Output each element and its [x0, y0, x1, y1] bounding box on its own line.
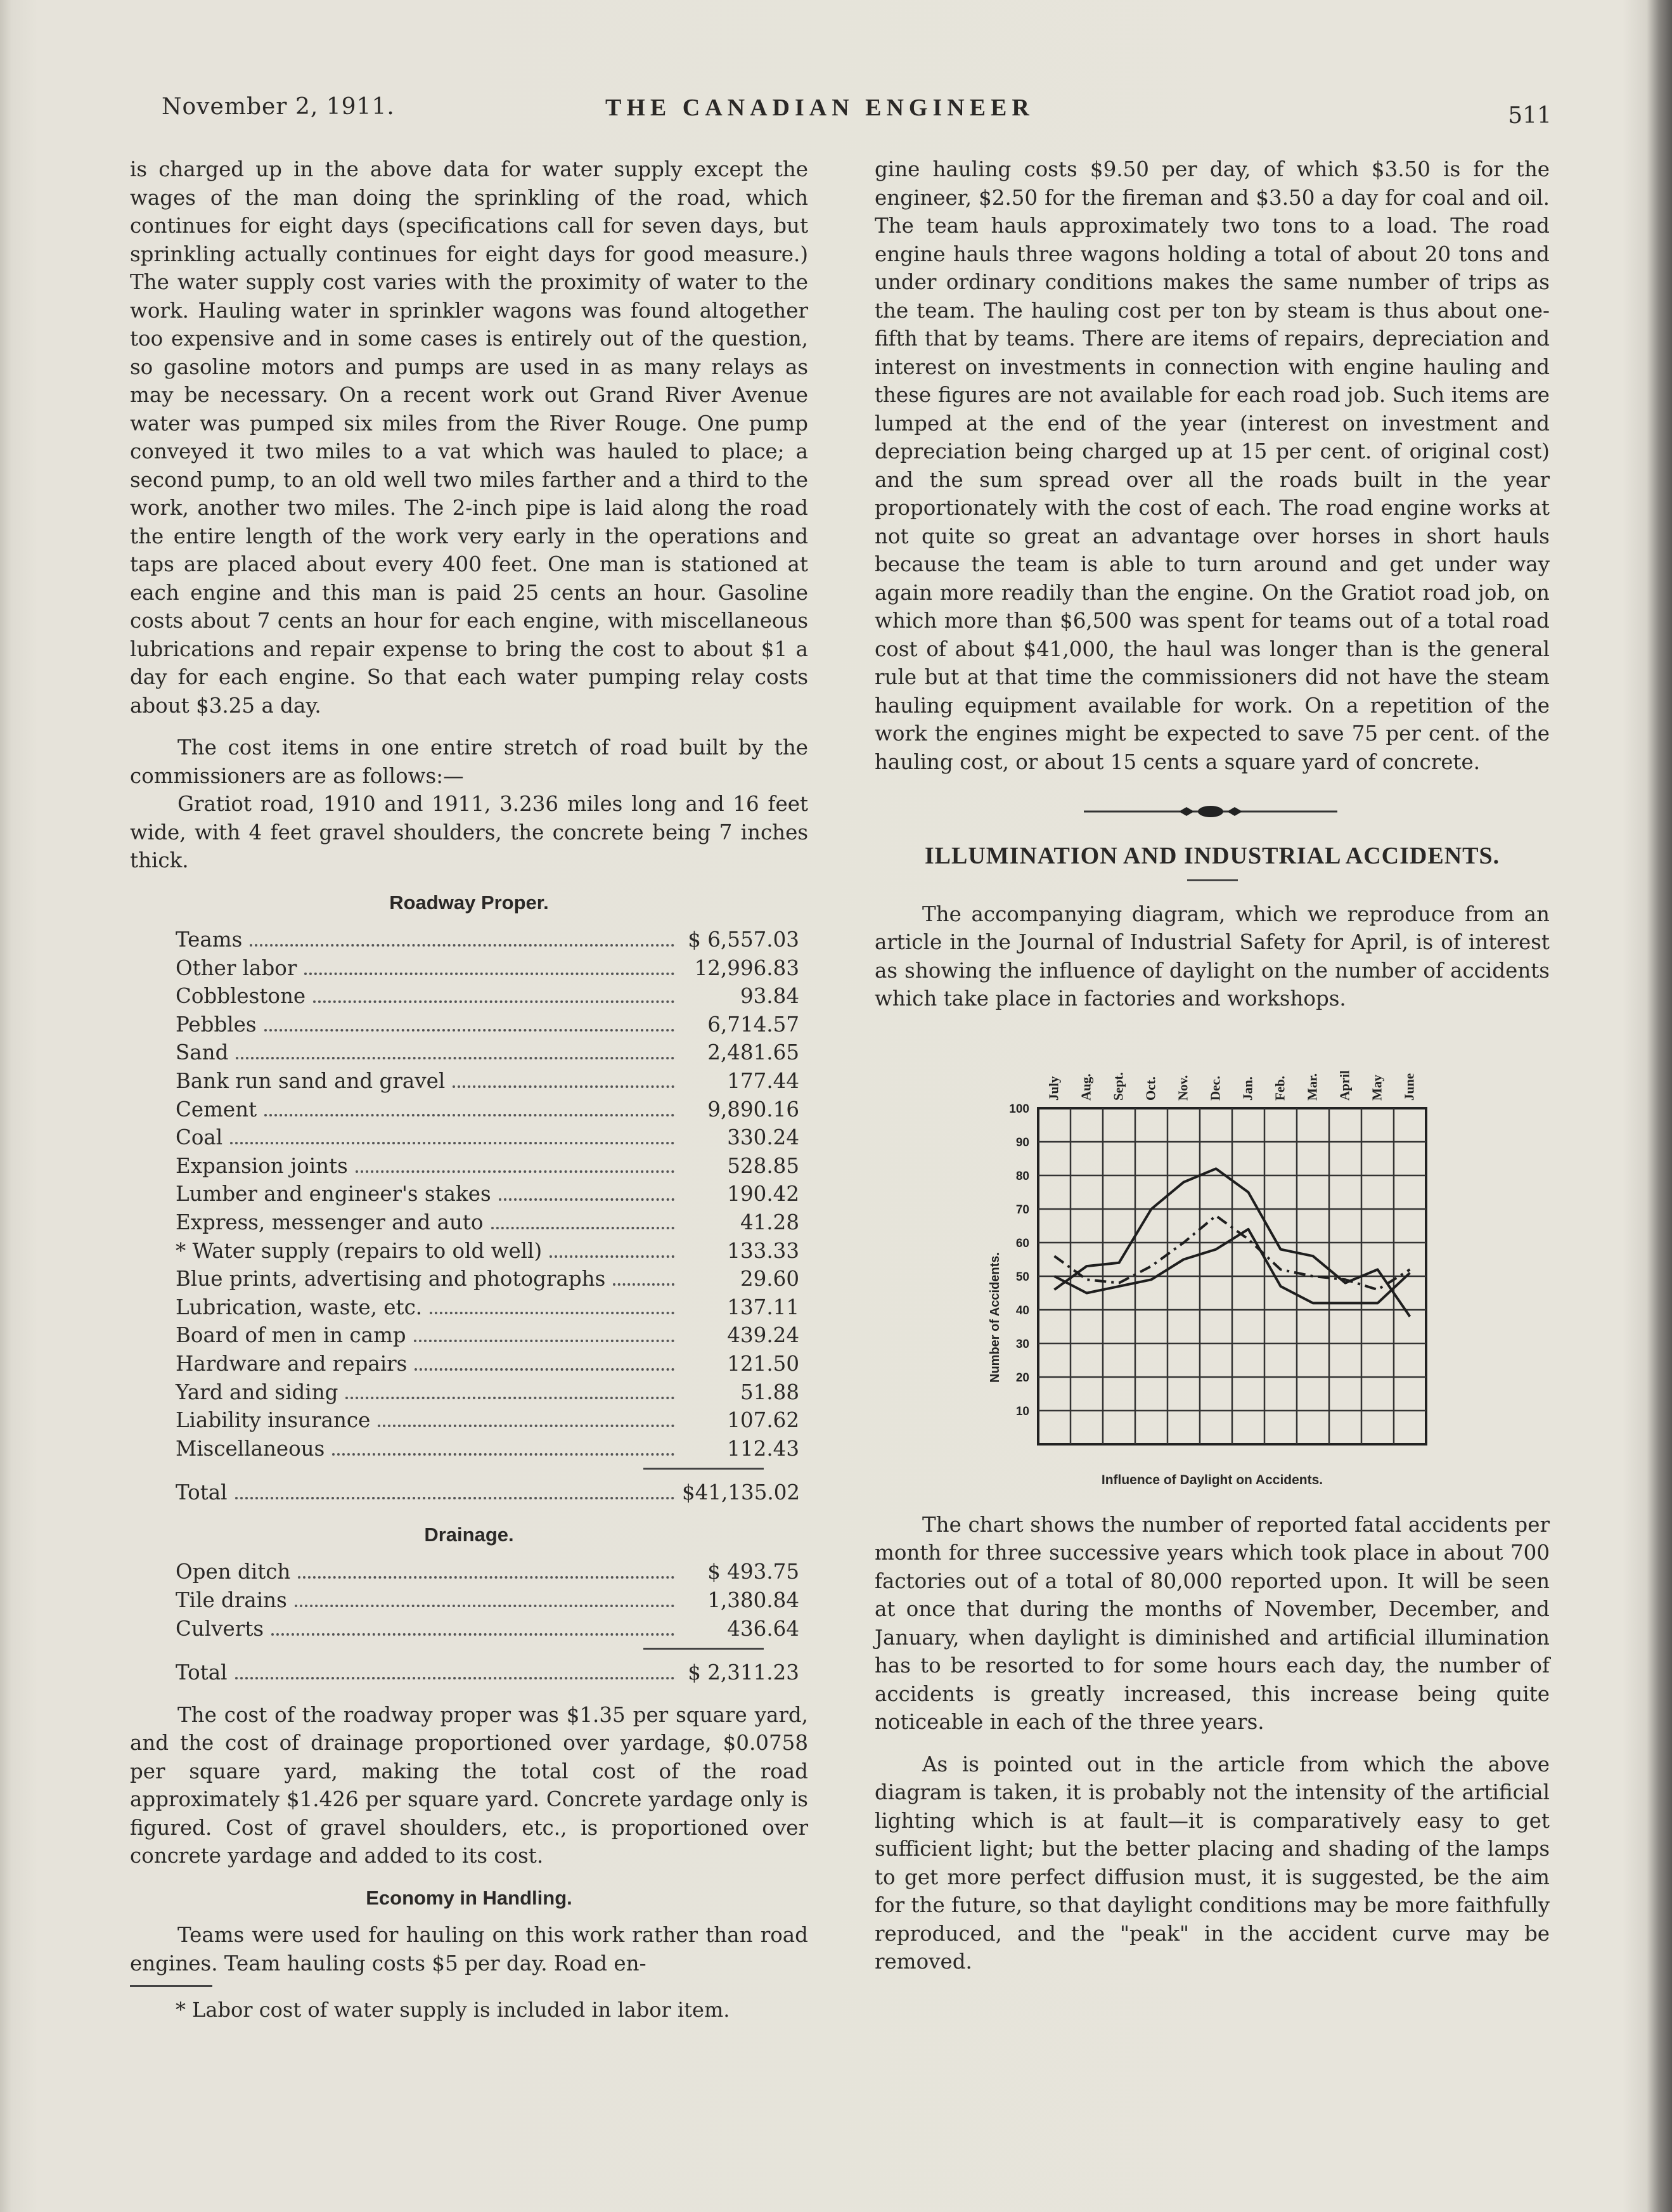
table-row	[130, 1293, 808, 1322]
paragraph: The accompanying diagram, which we reproduce from an article in the Journal of Industrial Safety for April, is of interest as showing the influence of daylight on the number of accidents which take place in factories and workshops.	[875, 902, 1550, 1011]
y-tick-label: 60	[1015, 1236, 1029, 1250]
y-tick-label: 10	[1015, 1404, 1029, 1418]
cost-item-label: Tile drains	[176, 1588, 287, 1612]
y-tick-label: 80	[1015, 1169, 1029, 1183]
cost-item-amount: 528.85	[727, 1153, 799, 1178]
table-row	[130, 1011, 808, 1039]
y-tick-label: 20	[1015, 1371, 1029, 1385]
section-heading-roadway: Roadway Proper.	[389, 891, 549, 914]
y-tick-label: 90	[1015, 1135, 1029, 1149]
section-heading-economy: Economy in Handling.	[366, 1886, 572, 1909]
table-row	[130, 1123, 808, 1152]
table-row	[130, 1586, 808, 1615]
leader-dots	[430, 1312, 674, 1314]
cost-item-amount: 330.24	[727, 1125, 799, 1150]
roadway-cost-table	[130, 926, 808, 1463]
x-tick-label: Feb.	[1272, 1075, 1288, 1101]
table-row	[130, 1406, 808, 1435]
sum-rule	[643, 1648, 764, 1650]
cost-item-label: Teams	[176, 928, 243, 952]
x-tick-label: April	[1337, 1070, 1353, 1101]
cost-item-amount: 439.24	[727, 1323, 799, 1348]
section-heading-drainage: Drainage.	[424, 1523, 514, 1546]
leader-dots	[264, 1029, 674, 1032]
leader-dots	[304, 973, 674, 975]
total-amount: $ 2,311.23	[688, 1660, 799, 1685]
cost-item-label: Sand	[176, 1040, 229, 1065]
table-row	[130, 1378, 808, 1407]
leader-dots	[356, 1170, 674, 1173]
cost-item-amount: 436.64	[727, 1616, 799, 1641]
table-row	[130, 1321, 808, 1350]
leader-dots	[230, 1142, 674, 1144]
paragraph: gine hauling costs $9.50 per day, of which $3.50 is for the engineer, $2.50 for the fireman and $3.50 a day for coal and oil. The team hauls approximately two tons to a load. The road engine hauls three wagons holding a total of about 20 tons and under ordinary conditions makes the same number of trips as the team. The hauling cost per ton by steam is thus about one-fifth that by teams. There are items of repairs, depreciation and interest on investments in connection with engine hauling and these figures are not available for each road job. Such items are lumped at the end of the year (interest on investment and depreciation being charged up at 15 per cent. of original cost) and the sum spread over all the roads built in the year proportionately with the cost of each. The road engine works at not quite so great an advantage over horses in short hauls because the team is able to turn around and get under way again more readily than the engine. On the Gratiot road job, on which more than $6,500 was spent for teams out of a total road cost of about $41,000, the haul was longer than is the general rule but at that time the commissioners did not have the steam hauling equipment available for work. On a repetition of the work the engines might be expected to save 75 per cent. of the hauling cost, or about 15 cents a square yard of concrete.	[875, 157, 1550, 774]
cost-item-amount: 2,481.65	[707, 1040, 799, 1065]
y-tick-label: 70	[1015, 1203, 1029, 1217]
cost-item-amount: 6,714.57	[707, 1012, 799, 1037]
leader-dots	[613, 1283, 674, 1286]
x-tick-label: Mar.	[1304, 1073, 1320, 1101]
y-tick-label: 50	[1015, 1270, 1029, 1284]
footnote-rule	[130, 1985, 212, 1987]
table-row	[130, 1096, 808, 1124]
table-row	[130, 1208, 808, 1237]
cost-item-label: Hardware and repairs	[176, 1351, 408, 1376]
total-label: Total	[176, 1480, 228, 1505]
cost-item-amount: 121.50	[727, 1351, 799, 1376]
cost-item-amount: 93.84	[740, 984, 799, 1009]
cost-item-amount: 1,380.84	[707, 1588, 799, 1612]
cost-item-amount: 112.43	[727, 1436, 799, 1461]
page-header	[162, 94, 1552, 138]
footnote: * Labor cost of water supply is included in labor item.	[176, 1998, 730, 2022]
y-axis-label: Number of Accidents.	[988, 1252, 1002, 1383]
y-tick-label: 40	[1015, 1303, 1029, 1317]
paragraph: Gratiot road, 1910 and 1911, 3.236 miles long and 16 feet wide, with 4 feet gravel shoulders, the concrete being 7 inches thick.	[130, 792, 808, 872]
cost-item-amount: 12,996.83	[694, 955, 799, 980]
table-row	[130, 926, 808, 954]
cost-item-label: Lubrication, waste, etc.	[176, 1295, 423, 1319]
leader-dots	[271, 1633, 674, 1636]
cost-item-label: Blue prints, advertising and photographs	[176, 1267, 606, 1291]
cost-item-amount: $ 6,557.03	[688, 928, 799, 952]
cost-item-label: Pebbles	[176, 1012, 257, 1037]
cost-item-amount: 107.62	[727, 1408, 799, 1433]
cost-item-label: Liability insurance	[176, 1408, 371, 1433]
table-row	[130, 1180, 808, 1208]
leader-dots	[332, 1453, 674, 1456]
table-row	[130, 982, 808, 1011]
total-amount: $41,135.02	[682, 1480, 801, 1505]
y-tick-label: 30	[1015, 1337, 1029, 1351]
paragraph: is charged up in the above data for water supply except the wages of the man doing the sprinkling of the road, which continues for eight days (specifications call for seven days, but sprinkling actually continues for eight days for good measure.) The water supply cost varies with the proximity of water to the work. Hauling water in sprinkler wagons was found altogether too expensive and in some cases is entirely out of the question, so gasoline motors and pumps are used in as many relays as may be necessary. On a recent work out Grand River Avenue water was pumped six miles from the River Rouge. One pump conveyed it two miles to a vat which was hauled to place; a second pump, to an old well two miles farther and a third to the work, another two miles. The 2-inch pipe is laid along the road the entire length of the work very early in the operations and taps are placed about every 400 feet. One man is stationed at each engine and this man is paid 25 cents an hour. Gasoline costs about 7 cents an hour for each engine, with miscellaneous lubrications and repair expense to bring the cost to about $1 a day for each engine. So that each water pumping relay costs about $3.25 a day.	[130, 157, 808, 718]
cost-item-label: Yard and siding	[176, 1380, 338, 1404]
leader-dots	[250, 944, 674, 947]
table-row	[130, 1435, 808, 1463]
x-tick-label: May	[1369, 1074, 1385, 1101]
table-row	[130, 1350, 808, 1378]
paragraph: The cost items in one entire stretch of road built by the commissioners are as follows:—	[130, 735, 808, 788]
x-tick-label: Jan.	[1240, 1076, 1256, 1101]
y-tick-label: 100	[1009, 1102, 1029, 1116]
right-column	[875, 155, 1550, 1976]
cost-item-amount: 137.11	[727, 1295, 799, 1319]
cost-item-label: Board of men in camp	[176, 1323, 406, 1348]
cost-item-label: Bank run sand and gravel	[176, 1068, 446, 1093]
cost-item-amount: $ 493.75	[707, 1560, 799, 1584]
paragraph: Teams were used for hauling on this work rather than road engines. Team hauling costs $5 per day. Road en-	[130, 1923, 808, 1976]
chart-grid	[1038, 1108, 1426, 1444]
cost-item-amount: 133.33	[727, 1238, 799, 1263]
cost-item-amount: 41.28	[740, 1210, 799, 1234]
chart-caption: Influence of Daylight on Accidents.	[1101, 1472, 1323, 1487]
table-row	[130, 1152, 808, 1180]
cost-item-label: Culverts	[176, 1616, 264, 1641]
leader-dots	[345, 1397, 674, 1399]
cost-item-label: Express, messenger and auto	[176, 1210, 484, 1234]
x-tick-label: June	[1401, 1073, 1417, 1101]
table-row	[130, 1237, 808, 1265]
x-tick-label: Dec.	[1207, 1075, 1223, 1101]
cost-item-amount: 29.60	[740, 1267, 799, 1291]
cost-item-label: Expansion joints	[176, 1153, 348, 1178]
drainage-cost-table	[130, 1558, 808, 1643]
paragraph: As is pointed out in the article from which the above diagram is taken, it is probably not the intensity of the artificial lighting which is at fault—it is comparatively easy to get sufficient light; but the better placing and shading of the lamps to get more perfect diffusion must, it is suggested, be the aim for the future, so that daylight conditions may be more faithfully reproduced, and the "peak" in the accident curve may be removed.	[875, 1752, 1550, 1974]
issue-date: November 2, 1911.	[162, 94, 395, 120]
paragraph: The chart shows the number of reported fatal accidents per month for three successive years which took place in about 700 factories out of a total of 80,000 reported upon. It will be seen at once that during the months of November, December, and January, when daylight is diminished and artificial illumination has to be resorted to for some hours each day, the number of accidents is greatly increased, this increase being quite noticeable in each of the three years.	[875, 1512, 1550, 1734]
leader-dots	[235, 1497, 674, 1499]
cost-item-amount: 51.88	[740, 1380, 799, 1404]
table-row	[130, 1615, 808, 1643]
cost-item-label: Other labor	[176, 955, 297, 980]
journal-title: THE CANADIAN ENGINEER	[605, 94, 1034, 121]
cost-item-amount: 9,890.16	[707, 1097, 799, 1122]
leader-dots	[491, 1227, 674, 1229]
table-row	[130, 954, 808, 983]
leader-dots	[235, 1677, 674, 1679]
cost-item-label: Open ditch	[176, 1560, 291, 1584]
cost-item-amount: 177.44	[727, 1068, 799, 1093]
leader-dots	[264, 1114, 674, 1116]
leader-dots	[453, 1085, 674, 1088]
leader-dots	[415, 1368, 674, 1371]
leader-dots	[295, 1605, 674, 1607]
accident-chart	[875, 1026, 1550, 1463]
table-row	[130, 1067, 808, 1096]
leader-dots	[550, 1255, 674, 1258]
leader-dots	[313, 1000, 674, 1003]
cost-item-label: * Water supply (repairs to old well)	[176, 1238, 543, 1263]
leader-dots	[236, 1057, 674, 1059]
cost-item-amount: 190.42	[727, 1182, 799, 1206]
left-column	[130, 155, 808, 2024]
table-row	[130, 1558, 808, 1586]
accident-chart-figure	[875, 1026, 1550, 1498]
x-tick-label: July	[1046, 1075, 1062, 1101]
cost-item-label: Lumber and engineer's stakes	[176, 1182, 491, 1206]
total-label: Total	[176, 1660, 228, 1685]
ornament-divider	[875, 799, 1550, 831]
leader-dots	[499, 1198, 674, 1201]
page-number: 511	[1508, 103, 1552, 129]
leader-dots	[298, 1576, 674, 1579]
cost-item-label: Coal	[176, 1125, 223, 1150]
x-tick-label: Sept.	[1110, 1071, 1126, 1101]
sum-rule	[643, 1468, 764, 1470]
title-rule	[1187, 879, 1238, 881]
x-tick-label: Oct.	[1143, 1076, 1159, 1101]
table-row	[130, 1038, 808, 1067]
roadway-total-row	[130, 1478, 808, 1507]
cost-item-label: Cobblestone	[176, 984, 306, 1009]
paragraph: The cost of the roadway proper was $1.35 per square yard, and the cost of drainage proportioned over yardage, $0.0758 per square yard, making the total cost of the road approximately $1.426 per square yard. Concrete yardage only is figured. Cost of gravel shoulders, etc., is proportioned over concrete yardage and added to its cost.	[130, 1702, 808, 1868]
leader-dots	[378, 1425, 674, 1427]
x-tick-label: Aug.	[1078, 1073, 1094, 1101]
cost-item-label: Miscellaneous	[176, 1436, 325, 1461]
x-tick-label: Nov.	[1175, 1075, 1191, 1101]
cost-item-label: Cement	[176, 1097, 257, 1122]
table-row	[130, 1265, 808, 1293]
leader-dots	[414, 1340, 674, 1342]
article-title: ILLUMINATION AND INDUSTRIAL ACCIDENTS.	[924, 843, 1500, 869]
drainage-total-row	[130, 1659, 808, 1687]
